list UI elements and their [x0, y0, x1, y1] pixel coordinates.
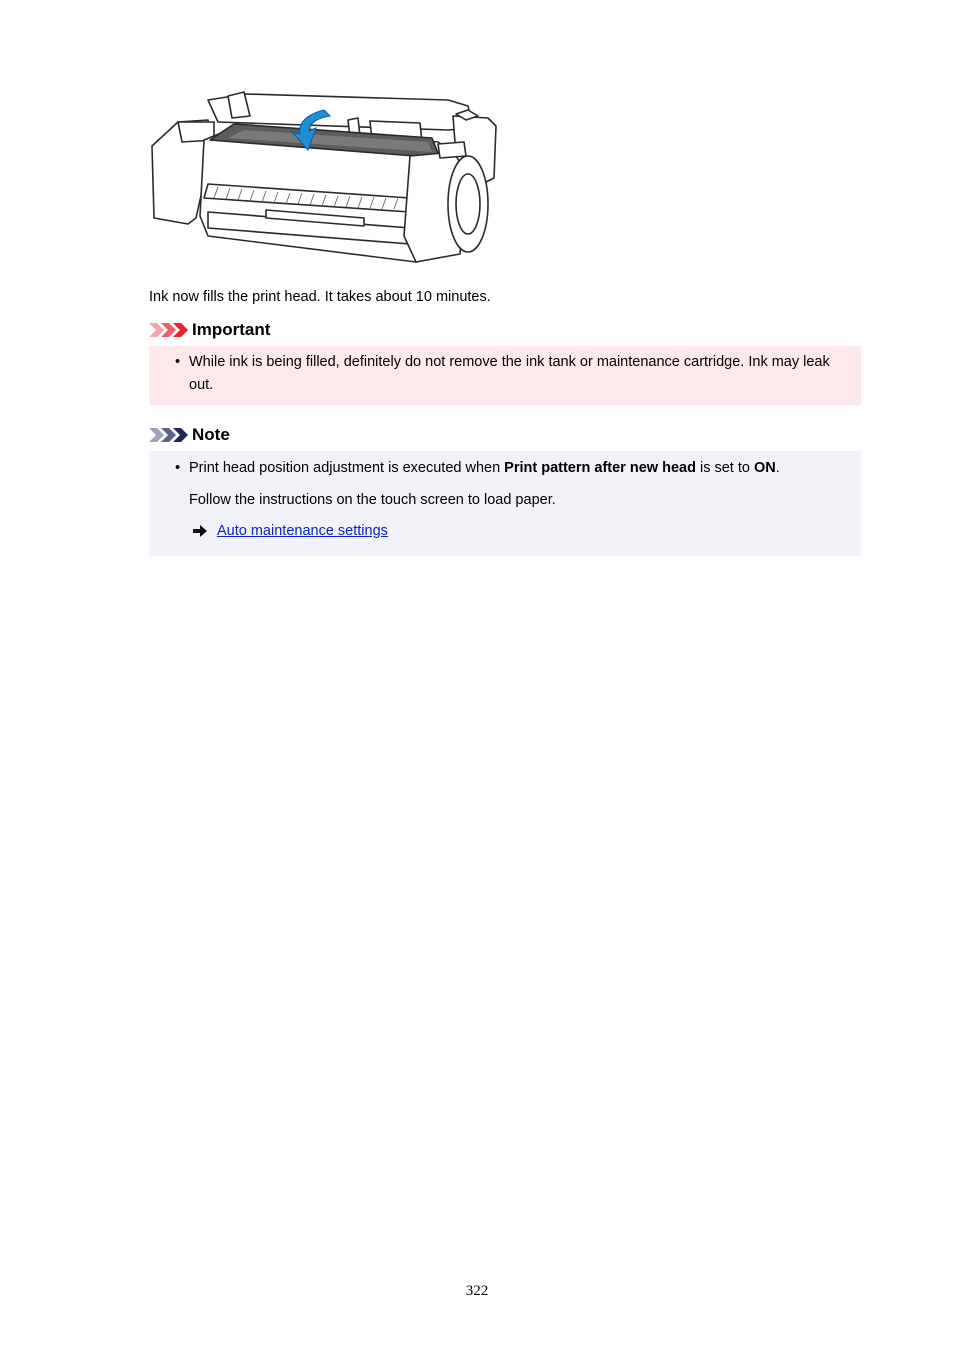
note-setting-value: ON — [753, 460, 776, 476]
related-link-row — [189, 522, 849, 540]
note-box — [149, 451, 861, 556]
intro-text: Ink now fills the print head. It takes about 10 minutes. — [149, 289, 491, 305]
important-box — [149, 346, 861, 405]
note-text-part2: is set to — [695, 460, 754, 476]
important-text: While ink is being filled, definitely do not remove the ink tank or maintenance cartridge. Ink may leak out. — [189, 354, 830, 393]
red-chevrons-icon — [149, 321, 189, 339]
note-title: Note — [192, 425, 230, 444]
important-title: Important — [192, 320, 271, 339]
printer-illustration — [148, 86, 500, 266]
note-header — [149, 424, 230, 446]
bullet-dot: • — [175, 354, 181, 370]
note-bullet-item — [175, 457, 849, 480]
important-bullet-item — [175, 351, 849, 397]
note-follow-text: Follow the instructions on the touch screen to load paper. — [189, 492, 556, 508]
navy-chevrons-icon — [149, 426, 189, 444]
right-arrow-icon — [192, 524, 208, 538]
note-setting-name: Print pattern after new head — [504, 460, 696, 476]
auto-maintenance-settings-link[interactable]: Auto maintenance settings — [217, 523, 388, 539]
page-number: 322 — [465, 1283, 489, 1299]
note-text-part3: . — [775, 460, 780, 476]
bullet-dot: • — [175, 460, 181, 476]
note-text-part1: Print head position adjustment is executed when — [189, 460, 505, 476]
important-header — [149, 319, 270, 341]
